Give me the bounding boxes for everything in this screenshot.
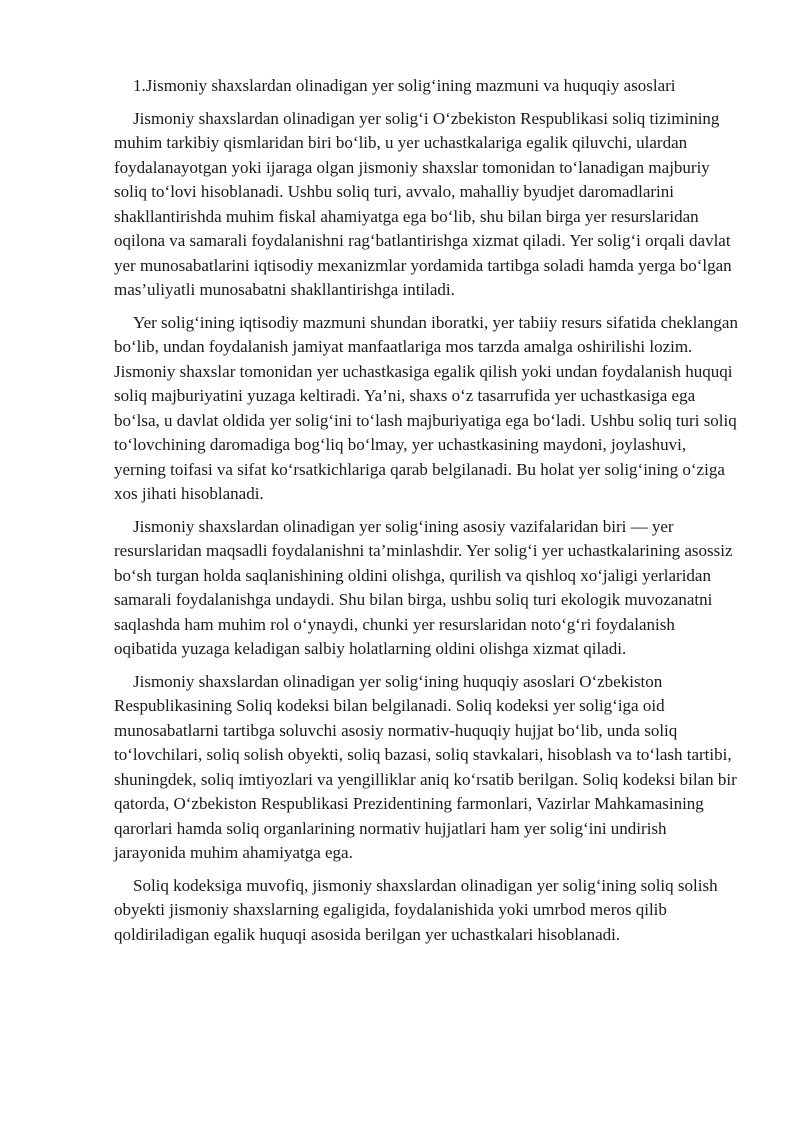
- document-page: [114, 74, 742, 955]
- paragraph-1: Jismoniy shaxslardan olinadigan yer solig‘i O‘zbekiston Respublikasi soliq tizimining muhim tarkibiy qismlaridan biri bo‘lib, u yer uchastkalariga egalik qiluvchi, ulardan foydalanayotgan yoki ijaraga olgan jismoniy shaxslar tomonidan to‘lanadigan majburiy soliq to‘lovi hisoblanadi. Ushbu soliq turi, avvalo, mahalliy byudjet daromadlarini shakllantirishda muhim fiskal ahamiyatga ega bo‘lib, shu bilan birga yer resurslaridan oqilona va samarali foydalanishni rag‘batlantirishga xizmat qiladi. Yer solig‘i orqali davlat yer munosabatlarini iqtisodiy mexanizmlar yordamida tartibga soladi hamda yerga bo‘lgan mas’uliyatli munosabatni shakllantirishga intiladi.: [114, 108, 732, 299]
- paragraph-5: Soliq kodeksiga muvofiq, jismoniy shaxslardan olinadigan yer solig‘ining soliq solish obyekti jismoniy shaxslarning egaligida, foydalanishida yoki umrbod meros qilib qoldiriladigan egalik huquqi asosida berilgan yer uchastkalari hisoblanadi.: [114, 875, 718, 944]
- paragraph-4: Jismoniy shaxslardan olinadigan yer solig‘ining huquqiy asoslari O‘zbekiston Respublikasining Soliq kodeksi bilan belgilanadi. Soliq kodeksi yer solig‘iga oid munosabatlarni tartibga soluvchi asosiy normativ-huquqiy hujjat bo‘lib, unda soliq to‘lovchilari, soliq solish obyekti, soliq bazasi, soliq stavkalari, hisoblash va to‘lash tartibi, shuningdek, soliq imtiyozlari va yengilliklar aniq ko‘rsatib berilgan. Soliq kodeksi bilan bir qatorda, O‘zbekiston Respublikasi Prezidentining farmonlari, Vazirlar Mahkamasining qarorlari hamda soliq organlarining normativ hujjatlari ham yer solig‘ini undirish jarayonida muhim ahamiyatga ega.: [114, 671, 737, 862]
- section-heading: 1.Jismoniy shaxslardan olinadigan yer solig‘ining mazmuni va huquqiy asoslari: [133, 76, 676, 95]
- paragraph-3: Jismoniy shaxslardan olinadigan yer solig‘ining asosiy vazifalaridan biri — yer resurslaridan maqsadli foydalanishni ta’minlashdir. Yer solig‘i yer uchastkalarining asossiz bo‘sh turgan holda saqlanishining oldini olishga, qurilish va qishloq xo‘jaligi yerlaridan samarali foydalanishga undaydi. Shu bilan birga, ushbu soliq turi ekologik muvozanatni saqlashda ham muhim rol o‘ynaydi, chunki yer resurslaridan noto‘g‘ri foydalanish oqibatida yuzaga keladigan salbiy holatlarning oldini olishga xizmat qiladi.: [114, 516, 733, 658]
- paragraph-2: Yer solig‘ining iqtisodiy mazmuni shundan iboratki, yer tabiiy resurs sifatida cheklangan bo‘lib, undan foydalanish jamiyat manfaatlariga mos tarzda amalga oshirilishi lozim. Jismoniy shaxslar tomonidan yer uchastkasiga egalik qilish yoki undan foydalanish huquqi soliq majburiyatini yuzaga keltiradi. Ya’ni, shaxs o‘z tasarrufida yer uchastkasiga ega bo‘lsa, u davlat oldida yer solig‘ini to‘lash majburiyatiga ega bo‘ladi. Ushbu soliq turi soliq to‘lovchining daromadiga bog‘liq bo‘lmay, yer uchastkasining maydoni, joylashuvi, yerning toifasi va sifat ko‘rsatkichlariga qarab belgilanadi. Bu holat yer solig‘ining o‘ziga xos jihati hisoblanadi.: [114, 312, 738, 503]
